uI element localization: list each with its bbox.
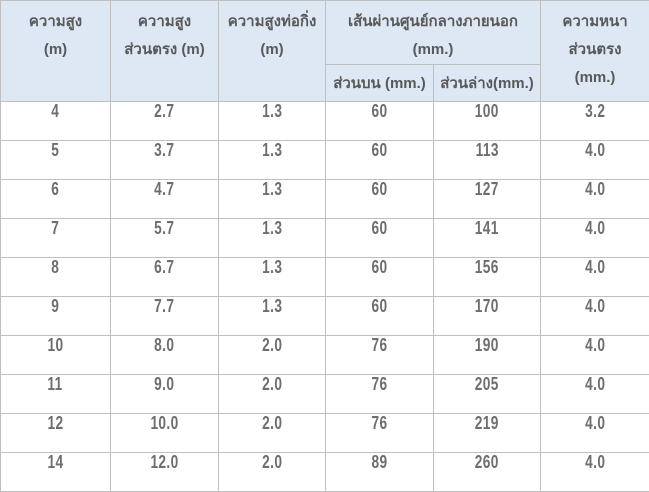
cell-branch-height: 1.3 <box>219 258 326 297</box>
cell-diameter-top: 60 <box>326 102 434 141</box>
header-sub-top: ส่วนบน (mm.) <box>326 65 434 102</box>
cell-straight-height: 8.0 <box>111 336 219 375</box>
cell-diameter-bottom: 170 <box>434 297 541 336</box>
cell-diameter-top: 60 <box>326 141 434 180</box>
header-height-line2: (m) <box>1 36 110 64</box>
table-row <box>1 453 649 492</box>
table-row <box>1 414 649 453</box>
cell-height: 4 <box>1 102 111 141</box>
cell-branch-height: 1.3 <box>219 180 326 219</box>
header-branch-pipe-height <box>219 1 326 102</box>
cell-straight-height: 9.0 <box>111 375 219 414</box>
cell-branch-height: 2.0 <box>219 336 326 375</box>
table-body <box>1 102 649 492</box>
table-row <box>1 219 649 258</box>
table-row <box>1 141 649 180</box>
cell-thickness: 4.0 <box>541 219 649 258</box>
cell-branch-height: 2.0 <box>219 453 326 492</box>
cell-diameter-bottom: 141 <box>434 219 541 258</box>
cell-thickness: 4.0 <box>541 414 649 453</box>
header-outer-diameter <box>326 1 541 65</box>
header-straight-height <box>111 1 219 102</box>
cell-branch-height: 1.3 <box>219 102 326 141</box>
cell-height: 10 <box>1 336 111 375</box>
table-row <box>1 258 649 297</box>
header-branch-pipe-height-line1: ความสูงท่อกิ่ง <box>219 8 325 36</box>
cell-branch-height: 2.0 <box>219 375 326 414</box>
cell-diameter-top: 60 <box>326 219 434 258</box>
header-branch-pipe-height-line2: (m) <box>219 36 325 64</box>
cell-straight-height: 4.7 <box>111 180 219 219</box>
cell-straight-height: 2.7 <box>111 102 219 141</box>
cell-diameter-bottom: 205 <box>434 375 541 414</box>
cell-height: 6 <box>1 180 111 219</box>
table-row <box>1 297 649 336</box>
cell-thickness: 4.0 <box>541 453 649 492</box>
header-thickness-line2: ส่วนตรง <box>541 36 649 64</box>
table-row <box>1 375 649 414</box>
header-height-line1: ความสูง <box>1 8 110 36</box>
header-sub-bottom: ส่วนล่าง(mm.) <box>434 65 541 102</box>
cell-branch-height: 1.3 <box>219 219 326 258</box>
table-row <box>1 180 649 219</box>
cell-thickness: 4.0 <box>541 141 649 180</box>
cell-straight-height: 5.7 <box>111 219 219 258</box>
cell-diameter-top: 76 <box>326 336 434 375</box>
cell-diameter-top: 60 <box>326 258 434 297</box>
header-thickness <box>541 1 649 102</box>
cell-height: 14 <box>1 453 111 492</box>
cell-height: 8 <box>1 258 111 297</box>
cell-height: 11 <box>1 375 111 414</box>
cell-straight-height: 10.0 <box>111 414 219 453</box>
cell-thickness: 4.0 <box>541 297 649 336</box>
cell-diameter-bottom: 113 <box>434 141 541 180</box>
cell-height: 5 <box>1 141 111 180</box>
header-outer-diameter-line1: เส้นผ่านศูนย์กลางภายนอก <box>326 8 540 36</box>
table-header <box>1 1 649 102</box>
cell-height: 12 <box>1 414 111 453</box>
cell-straight-height: 12.0 <box>111 453 219 492</box>
cell-height: 9 <box>1 297 111 336</box>
cell-height: 7 <box>1 219 111 258</box>
cell-diameter-top: 76 <box>326 414 434 453</box>
cell-thickness: 3.2 <box>541 102 649 141</box>
table-row <box>1 336 649 375</box>
cell-branch-height: 1.3 <box>219 297 326 336</box>
cell-diameter-bottom: 219 <box>434 414 541 453</box>
cell-diameter-bottom: 156 <box>434 258 541 297</box>
cell-straight-height: 7.7 <box>111 297 219 336</box>
cell-thickness: 4.0 <box>541 180 649 219</box>
cell-diameter-bottom: 190 <box>434 336 541 375</box>
cell-thickness: 4.0 <box>541 258 649 297</box>
cell-diameter-bottom: 100 <box>434 102 541 141</box>
cell-diameter-bottom: 127 <box>434 180 541 219</box>
cell-straight-height: 3.7 <box>111 141 219 180</box>
cell-thickness: 4.0 <box>541 336 649 375</box>
header-straight-height-line1: ความสูง <box>111 8 218 36</box>
cell-diameter-top: 60 <box>326 297 434 336</box>
header-thickness-line3: (mm.) <box>541 64 649 92</box>
cell-branch-height: 1.3 <box>219 141 326 180</box>
cell-diameter-top: 76 <box>326 375 434 414</box>
cell-branch-height: 2.0 <box>219 414 326 453</box>
header-straight-height-line2: ส่วนตรง (m) <box>111 36 218 64</box>
table-row <box>1 102 649 141</box>
header-height <box>1 1 111 102</box>
cell-thickness: 4.0 <box>541 375 649 414</box>
cell-straight-height: 6.7 <box>111 258 219 297</box>
header-outer-diameter-line2: (mm.) <box>326 36 540 64</box>
cell-diameter-top: 60 <box>326 180 434 219</box>
cell-diameter-bottom: 260 <box>434 453 541 492</box>
header-thickness-line1: ความหนา <box>541 8 649 36</box>
cell-diameter-top: 89 <box>326 453 434 492</box>
